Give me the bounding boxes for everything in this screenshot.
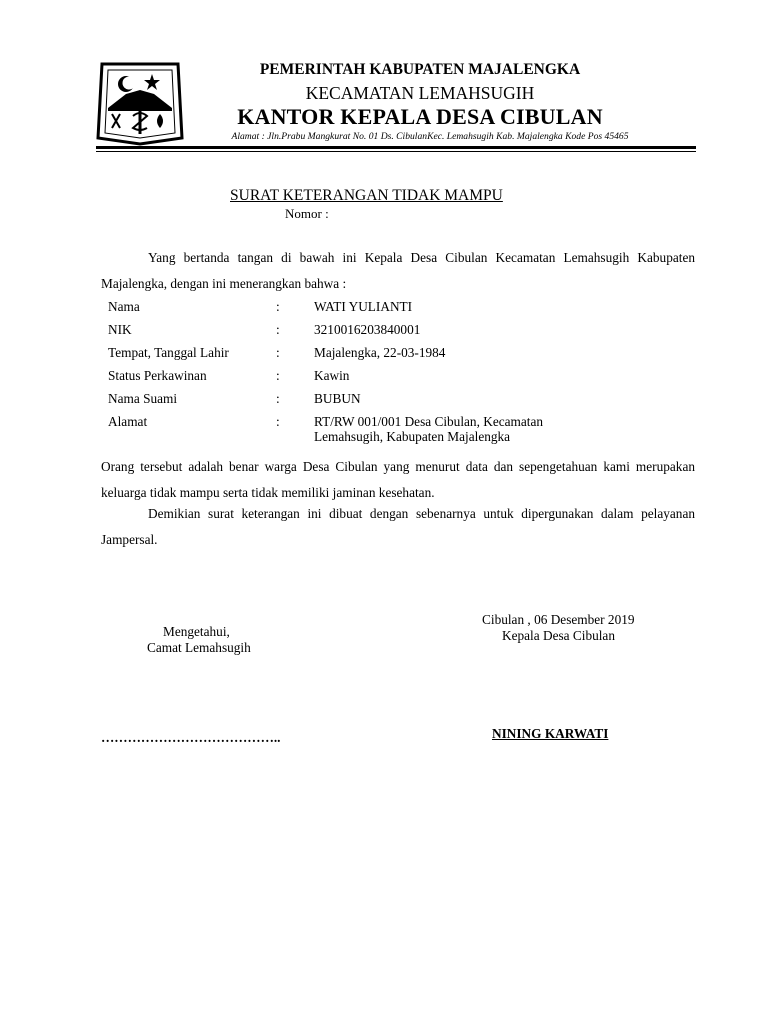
majalengka-emblem-icon (96, 62, 184, 146)
field-label: Status Perkawinan (108, 368, 207, 383)
header-address: Alamat : Jln.Prabu Mangkurat No. 01 Ds. CibulanKec. Lemahsugih Kab. Majalengka Kode Pos 45465 (231, 131, 629, 142)
field-value: RT/RW 001/001 Desa Cibulan, Kecamatan Lemahsugih, Kabupaten Majalengka (314, 414, 544, 444)
sub-district-head-signature-line: ………………………………….. (101, 730, 281, 745)
field-value: 3210016203840001 (314, 322, 421, 337)
field-label: NIK (108, 322, 132, 337)
field-colon: : (276, 414, 280, 429)
field-value: Kawin (314, 368, 350, 383)
field-colon: : (276, 345, 280, 360)
field-value: Majalengka, 22-03-1984 (314, 345, 446, 360)
village-head-name: NINING KARWATI (492, 726, 609, 741)
closing-text: Demikian surat keterangan ini dibuat dengan sebenarnya untuk dipergunakan dalam pelayanan Jampersal. (101, 506, 695, 547)
header-office-line: KANTOR KEPALA DESA CIBULAN (237, 104, 603, 129)
field-label: Nama Suami (108, 391, 178, 406)
village-head-title: Kepala Desa Cibulan (502, 628, 615, 643)
letter-title: SURAT KETERANGAN TIDAK MAMPU (230, 187, 503, 204)
field-colon: : (276, 299, 280, 314)
header-government-line: PEMERINTAH KABUPATEN MAJALENGKA (259, 61, 581, 78)
closing-paragraph (101, 501, 695, 553)
place-date: Cibulan , 06 Desember 2019 (482, 612, 635, 627)
letter-number: Nomor : (285, 206, 329, 221)
letterhead-divider-thin (96, 151, 696, 152)
intro-paragraph (101, 245, 695, 297)
intro-text: Yang bertanda tangan di bawah ini Kepala Desa Cibulan Kecamatan Lemahsugih Kabupaten Majalengka, dengan ini menerangkan bahwa : (101, 250, 695, 291)
letterhead-divider-thick (96, 146, 696, 149)
field-label: Nama (108, 299, 140, 314)
field-label: Alamat (108, 414, 148, 429)
field-value: WATI YULIANTI (314, 299, 413, 314)
field-colon: : (276, 322, 280, 337)
field-colon: : (276, 391, 280, 406)
header-district-line: KECAMATAN LEMAHSUGIH (305, 83, 535, 103)
field-value: BUBUN (314, 391, 361, 406)
acknowledged-label: Mengetahui, (163, 624, 230, 639)
field-label: Tempat, Tanggal Lahir (108, 345, 229, 360)
statement-paragraph: Orang tersebut adalah benar warga Desa Cibulan yang menurut data dan sepengetahuan kami merupakan keluarga tidak mampu serta tidak memiliki jaminan kesehatan. (101, 459, 695, 500)
field-colon: : (276, 368, 280, 383)
regency-emblem-logo (96, 62, 184, 146)
sub-district-head-title: Camat Lemahsugih (147, 640, 251, 655)
